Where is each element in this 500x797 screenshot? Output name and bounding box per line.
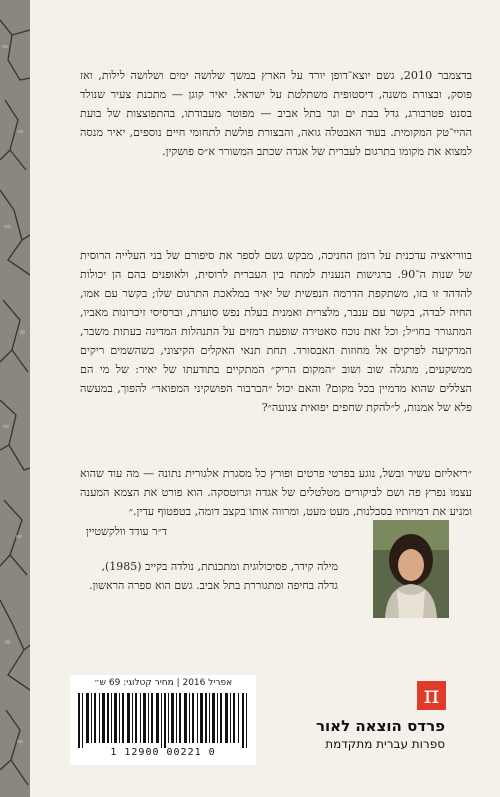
blurb-paragraph-1: בדצמבר 2010, גשם יוצא־דופן יורד על הארץ במשך שלושה ימים ושלושה לילות, ואז פוסק, ובצורת משנה, דיסטופית משתלטת על ישראל. יאיר קוגן — מתכנת צעיר שנולד בסנט פטרבורג, גדל בבת ים וגר בתל אביב — מפוטר מעבודתו, בהתפוצצות של בועת ההיי־טק המקומית. בעוד האבטלה גואה, והבצורת פולשת לתחומי חיים נוספים, יאיר מנסה למצוא את מקומו בתרגום לעברית של אגדה שכתב המשורר א״ס פושקין. [80, 69, 473, 158]
author-bio: מילה קידר, פסיכולוגית ומתכנתת, נולדה בקייב (1985), גדלה בחיפה ומתגוררת בתל אביב. גשם הוא ספרה הראשון. [89, 560, 338, 592]
price-line: אפריל 2016 | מחיר קטלוגי: 69 ש״ [93, 678, 233, 688]
barcode-sticker [70, 675, 256, 765]
review-quote: ״ריאליזם עשיר ובשל, נוגע בפרטי פרטים ופורץ כל מסגרת אלגורית נתונה — מה עוד שהוא עצמו נפרץ פה ושם לביקורים מטלטלים של אגדה וגרוטסקה. הוא פורט את הצמא המענה ומניע את דמויותיו בסבלנות, מעט מעט, ומרווה אותו בקצב דומה, בטפטוף עדין.״ [80, 467, 472, 518]
publisher-name: פרדס הוצאה לאור [315, 717, 445, 735]
cracked-earth-texture [0, 0, 30, 797]
publisher-tagline: ספרות עברית מתקדמת [325, 737, 445, 751]
publisher-logo-pi-icon: π [417, 681, 446, 710]
barcode-digits: 1 12900 00221 0 [110, 747, 216, 758]
blurb-paragraph-2: בווריאציה עדכנית על רומן החניכה, מבקש גשם לספר את סיפורם של בני העלייה הרוסית של שנות ה־90. ברגישות הנענית למתח בין העברית לרוסית, ולאופנים בהם הן יכולות להדהד זו בזו, משתקפת הדרמה הנפשית של יאיר במלאכת התרגום שלו; בקשר עם אמו, החיה לבדה, בקשר עם ענבר, מלצרית ואמנית בעלת נפש סוערת, וברסיסי זיכרונות מאביו, המתגורר בחו״ל; וכל זאת נוכח סאטירה שופעת רמזים על התנהלות המדינה בעתות משבר, המרקיעה לפרקים אל מחוזות האבסורד. תחת תנאי האקלים הקיצוני, כשהשמים ריקים ממשקעים, מתגלה שוב ושוב ״המקום הריק״ המתקיים בתודעתו של יאיר: של מי הם הצללים שהוא מדמיין בכל מקום? והאם יכול ״הברבור הפושקיני המפואר״ להפוך, במעשה פלא של אמנות, ל״להקת שחפים יפוּאית צנועה״? [80, 249, 473, 414]
author-photo [373, 520, 449, 618]
reviewer-signature: ד״ר עודד וולקשטיין [85, 525, 167, 538]
barcode-graphic [78, 693, 248, 748]
